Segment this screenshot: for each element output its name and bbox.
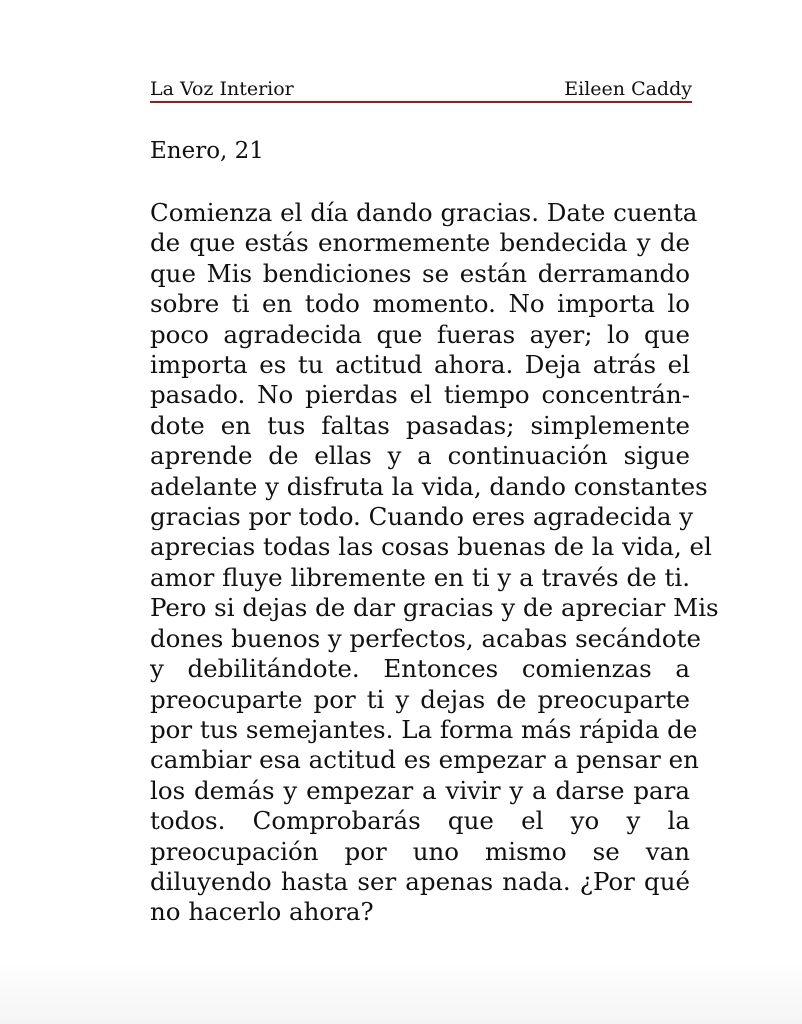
body-line: importa es tu actitud ahora. Deja atrás el [150, 350, 690, 380]
entry-body [150, 198, 719, 928]
body-line: poco agradecida que fueras ayer; lo que [150, 319, 690, 349]
body-line: aprecias todas las cosas buenas de la vida, el [150, 532, 712, 562]
body-line: dones buenos y perfectos, acabas secándote [150, 623, 702, 653]
body-line: dote en tus faltas pasadas; simplemente [150, 410, 690, 440]
author-name: Eileen Caddy [564, 78, 692, 100]
body-line: preocuparte por ti y dejas de preocuparte [150, 684, 690, 714]
body-line: adelante y disfruta la vida, dando constantes [150, 471, 708, 501]
entry-date: Enero, 21 [150, 138, 264, 164]
book-title: La Voz Interior [150, 78, 294, 100]
body-line: cambiar esa actitud es empezar a pensar en [150, 745, 699, 775]
body-line: amor fluye libremente en ti y a través de ti. [150, 562, 690, 592]
body-line: los demás y empezar a vivir y a darse para [150, 775, 690, 805]
body-line: sobre ti en todo momento. No importa lo [150, 289, 690, 319]
body-line: aprende de ellas y a continuación sigue [150, 441, 690, 471]
body-line: Pero si dejas de dar gracias y de apreciar Mis [150, 593, 719, 623]
body-line: preocupación por uno mismo se van [150, 836, 690, 866]
body-line: gracias por todo. Cuando eres agradecida y [150, 502, 694, 532]
body-line: por tus semejantes. La forma más rápida de [150, 714, 698, 744]
body-line: y debilitándote. Entonces comienzas a [150, 654, 690, 684]
body-line: diluyendo hasta ser apenas nada. ¿Por qué [150, 866, 690, 896]
header-divider [150, 101, 692, 103]
body-line: todos. Comprobarás que el yo y la [150, 806, 690, 836]
running-header [150, 76, 692, 100]
body-line: Comienza el día dando gracias. Date cuenta [150, 198, 698, 227]
body-line: pasado. No pierdas el tiempo concentrán- [150, 380, 690, 410]
page-bottom-shade [0, 962, 802, 1024]
body-line: que Mis bendiciones se están derramando [150, 258, 690, 288]
body-line: no hacerlo ahora? [150, 897, 374, 927]
body-line: de que estás enormemente bendecida y de [150, 228, 690, 258]
